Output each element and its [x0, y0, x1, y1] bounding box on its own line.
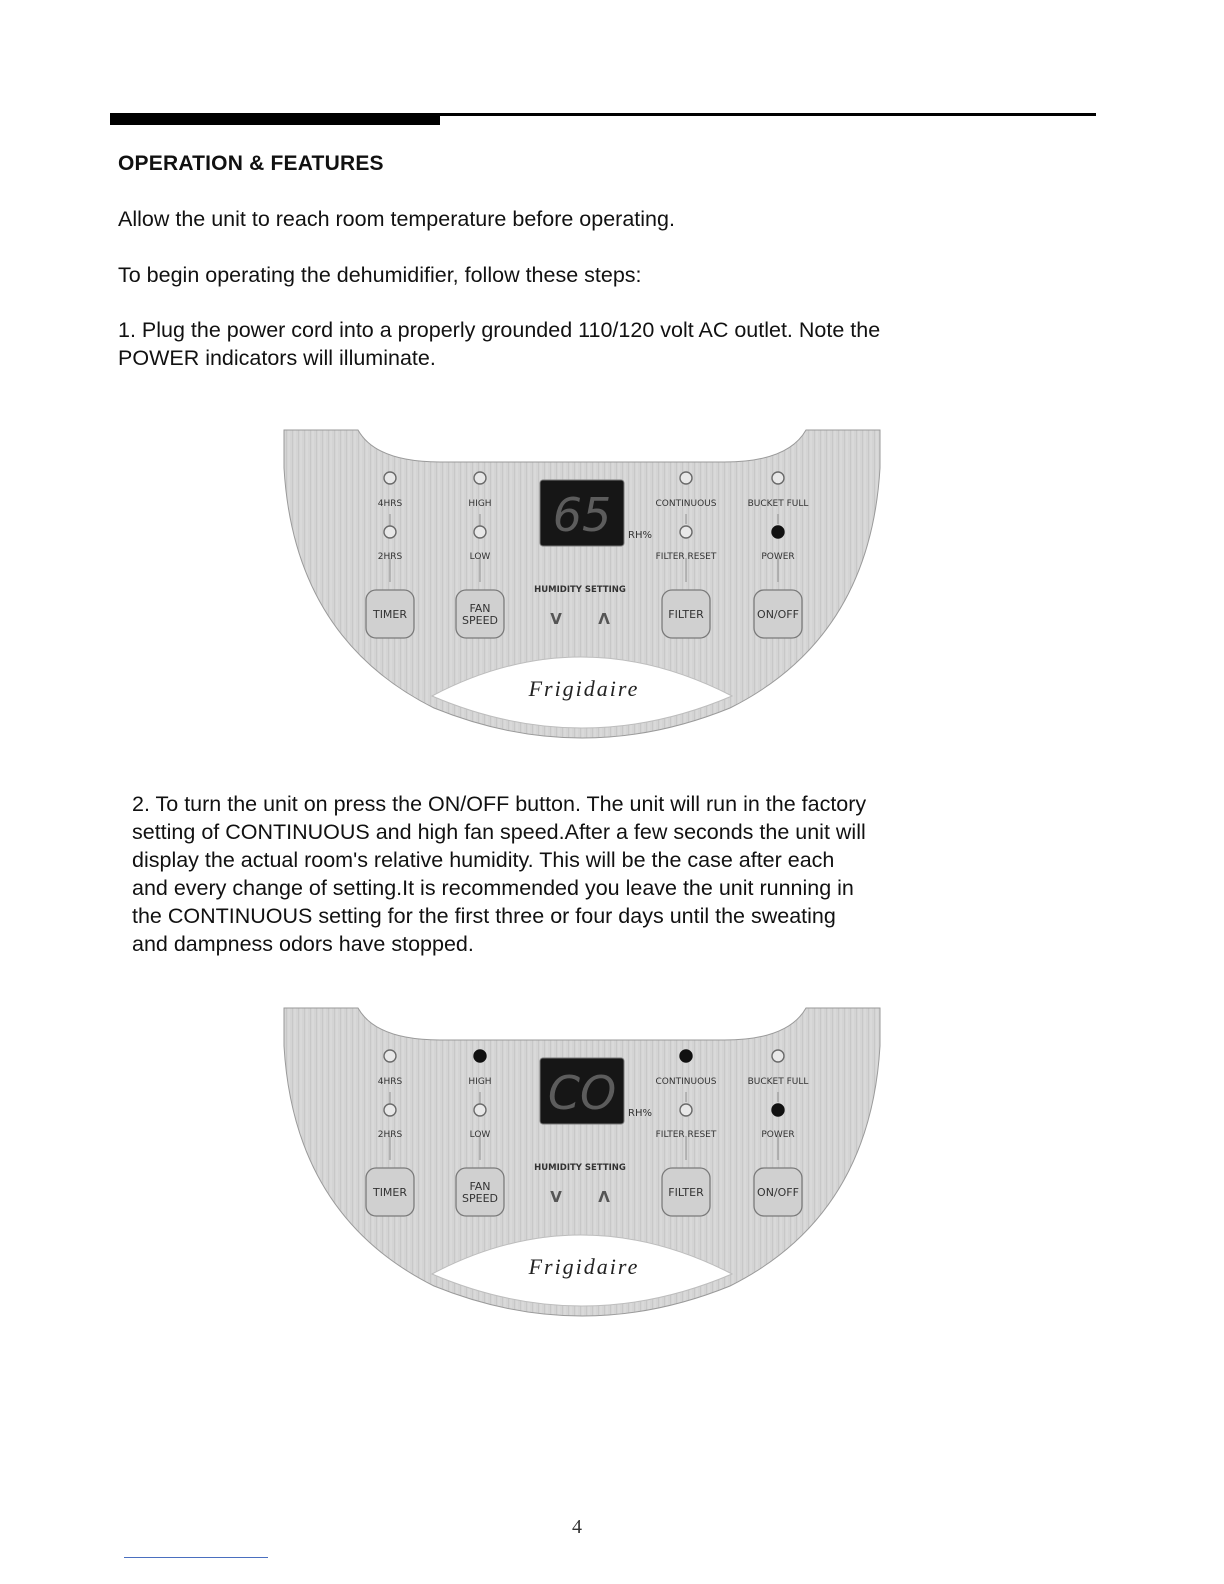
label-4hrs: 4HRS [377, 499, 403, 509]
led-bucket-full [772, 1050, 784, 1062]
rh-label: RH% [628, 530, 652, 541]
humidity-setting-label: HUMIDITY SETTING [534, 585, 626, 595]
humidity-up-button[interactable]: Λ [598, 610, 610, 628]
led-continuous [680, 1050, 692, 1062]
brand-logo: Frigidaire [528, 676, 640, 701]
step-2-paragraph: 2. To turn the unit on press the ON/OFF button. The unit will run in the factory setting of CONTINUOUS and high fan speed.After a few seconds the unit will display the actual room's relative humidity. This will be the case after each and every change of setting.It is recommended you leave the unit running in the CONTINUOUS setting for the first three or four days until the sweating and dampness odors have stopped. [132, 792, 867, 956]
label-continuous: CONTINUOUS [655, 499, 717, 509]
led-power [772, 526, 784, 538]
label-filter-reset: FILTER RESET [655, 552, 717, 562]
timer-button-label: TIMER [372, 608, 408, 621]
label-low: LOW [469, 1130, 491, 1140]
led-4hrs [384, 1050, 396, 1062]
onoff-button-label: ON/OFF [757, 608, 799, 621]
intro-paragraph: Allow the unit to reach room temperature before operating. [118, 207, 675, 231]
label-high: HIGH [468, 499, 492, 509]
onoff-button-label: ON/OFF [757, 1186, 799, 1199]
label-low: LOW [469, 552, 491, 562]
speed-button-label: SPEED [462, 1192, 498, 1205]
led-bucket-full [772, 472, 784, 484]
label-power: POWER [761, 552, 795, 562]
label-continuous: CONTINUOUS [655, 1077, 717, 1087]
display-readout: CO [547, 1066, 617, 1120]
control-panel-diagram-1 [280, 428, 884, 748]
label-2hrs: 2HRS [377, 1130, 403, 1140]
label-power: POWER [761, 1130, 795, 1140]
steps-intro-paragraph: To begin operating the dehumidifier, follow these steps: [118, 263, 642, 287]
step-1-paragraph: 1. Plug the power cord into a properly grounded 110/120 volt AC outlet. Note the POWER indicators will illuminate. [118, 318, 881, 370]
rh-label: RH% [628, 1108, 652, 1119]
fan-button-label: FAN [469, 602, 491, 615]
label-4hrs: 4HRS [377, 1077, 403, 1087]
brand-logo: Frigidaire [528, 1254, 640, 1279]
label-filter-reset: FILTER RESET [655, 1130, 717, 1140]
speed-button-label: SPEED [462, 614, 498, 627]
led-continuous [680, 472, 692, 484]
humidity-down-button[interactable]: V [550, 1188, 562, 1206]
timer-button-label: TIMER [372, 1186, 408, 1199]
control-panel-diagram-2 [280, 1006, 884, 1326]
led-low [474, 1104, 486, 1116]
led-high [474, 1050, 486, 1062]
label-bucket-full: BUCKET FULL [747, 499, 809, 509]
filter-button-label: FILTER [668, 1186, 704, 1199]
footer-rule [124, 1557, 268, 1558]
led-filter-reset [680, 1104, 692, 1116]
display-readout: 65 [552, 488, 612, 542]
label-bucket-full: BUCKET FULL [747, 1077, 809, 1087]
led-power [772, 1104, 784, 1116]
humidity-down-button[interactable]: V [550, 610, 562, 628]
humidity-setting-label: HUMIDITY SETTING [534, 1163, 626, 1173]
humidity-up-button[interactable]: Λ [598, 1188, 610, 1206]
label-high: HIGH [468, 1077, 492, 1087]
led-high [474, 472, 486, 484]
led-2hrs [384, 526, 396, 538]
header-rule-thick [110, 114, 440, 125]
led-4hrs [384, 472, 396, 484]
label-2hrs: 2HRS [377, 552, 403, 562]
section-heading: OPERATION & FEATURES [118, 152, 384, 175]
filter-button-label: FILTER [668, 608, 704, 621]
led-2hrs [384, 1104, 396, 1116]
led-low [474, 526, 486, 538]
fan-button-label: FAN [469, 1180, 491, 1193]
page-number: 4 [572, 1516, 582, 1538]
led-filter-reset [680, 526, 692, 538]
